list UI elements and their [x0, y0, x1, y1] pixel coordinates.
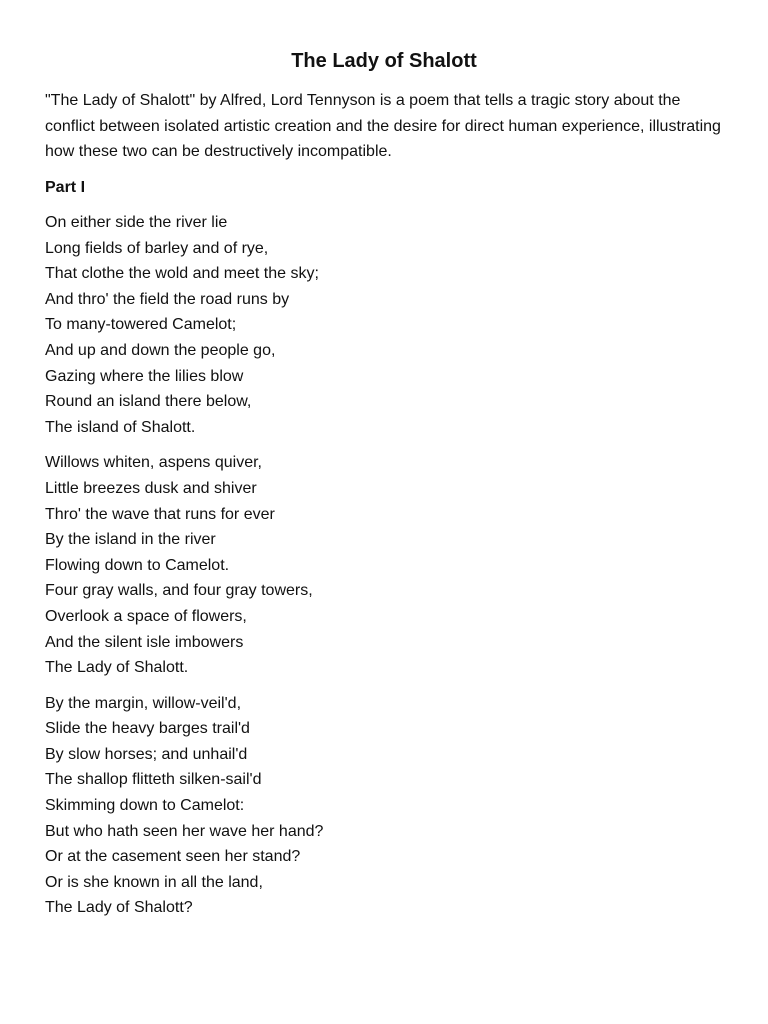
- page-title: The Lady of Shalott: [291, 50, 477, 72]
- poem-line: And thro' the field the road runs by: [45, 290, 290, 308]
- intro-paragraph: "The Lady of Shalott" by Alfred, Lord Tennyson is a poem that tells a tragic story about the conflict between isolated artistic creation and the desire for direct human experience, illustrating how these two can be destructively incompatible.: [45, 92, 721, 160]
- poem-line: That clothe the wold and meet the sky;: [45, 265, 319, 283]
- stanza-1: [45, 210, 723, 440]
- poem-line: By the island in the river: [45, 531, 216, 549]
- stanza-2: [45, 450, 723, 680]
- poem-line: Little breezes dusk and shiver: [45, 479, 257, 497]
- poem-line: The Lady of Shalott.: [45, 659, 189, 677]
- poem-line: By the margin, willow-veil'd,: [45, 694, 242, 712]
- poem-line: But who hath seen her wave her hand?: [45, 822, 324, 840]
- poem-line: Thro' the wave that runs for ever: [45, 505, 275, 523]
- poem-line: The Lady of Shalott?: [45, 899, 193, 917]
- poem-line: The island of Shalott.: [45, 418, 196, 436]
- poem-line: Gazing where the lilies blow: [45, 367, 244, 385]
- poem-line: Willows whiten, aspens quiver,: [45, 454, 262, 472]
- poem-line: Four gray walls, and four gray towers,: [45, 582, 313, 600]
- poem-line: The shallop flitteth silken-sail'd: [45, 771, 262, 789]
- poem-line: Round an island there below,: [45, 393, 252, 411]
- poem-line: Flowing down to Camelot.: [45, 556, 230, 574]
- poem-line: To many-towered Camelot;: [45, 316, 237, 334]
- poem-line: Long fields of barley and of rye,: [45, 239, 269, 257]
- poem-line: Or at the casement seen her stand?: [45, 848, 301, 866]
- stanza-3: [45, 691, 723, 921]
- poem-line: On either side the river lie: [45, 214, 228, 231]
- poem-line: Overlook a space of flowers,: [45, 607, 247, 625]
- poem-line: And up and down the people go,: [45, 341, 276, 359]
- poem-line: And the silent isle imbowers: [45, 633, 244, 651]
- poem-line: Skimming down to Camelot:: [45, 797, 245, 815]
- poem-line: By slow horses; and unhail'd: [45, 745, 248, 763]
- poem-line: Or is she known in all the land,: [45, 873, 263, 891]
- part-heading: Part I: [45, 178, 86, 196]
- poem-line: Slide the heavy barges trail'd: [45, 720, 250, 738]
